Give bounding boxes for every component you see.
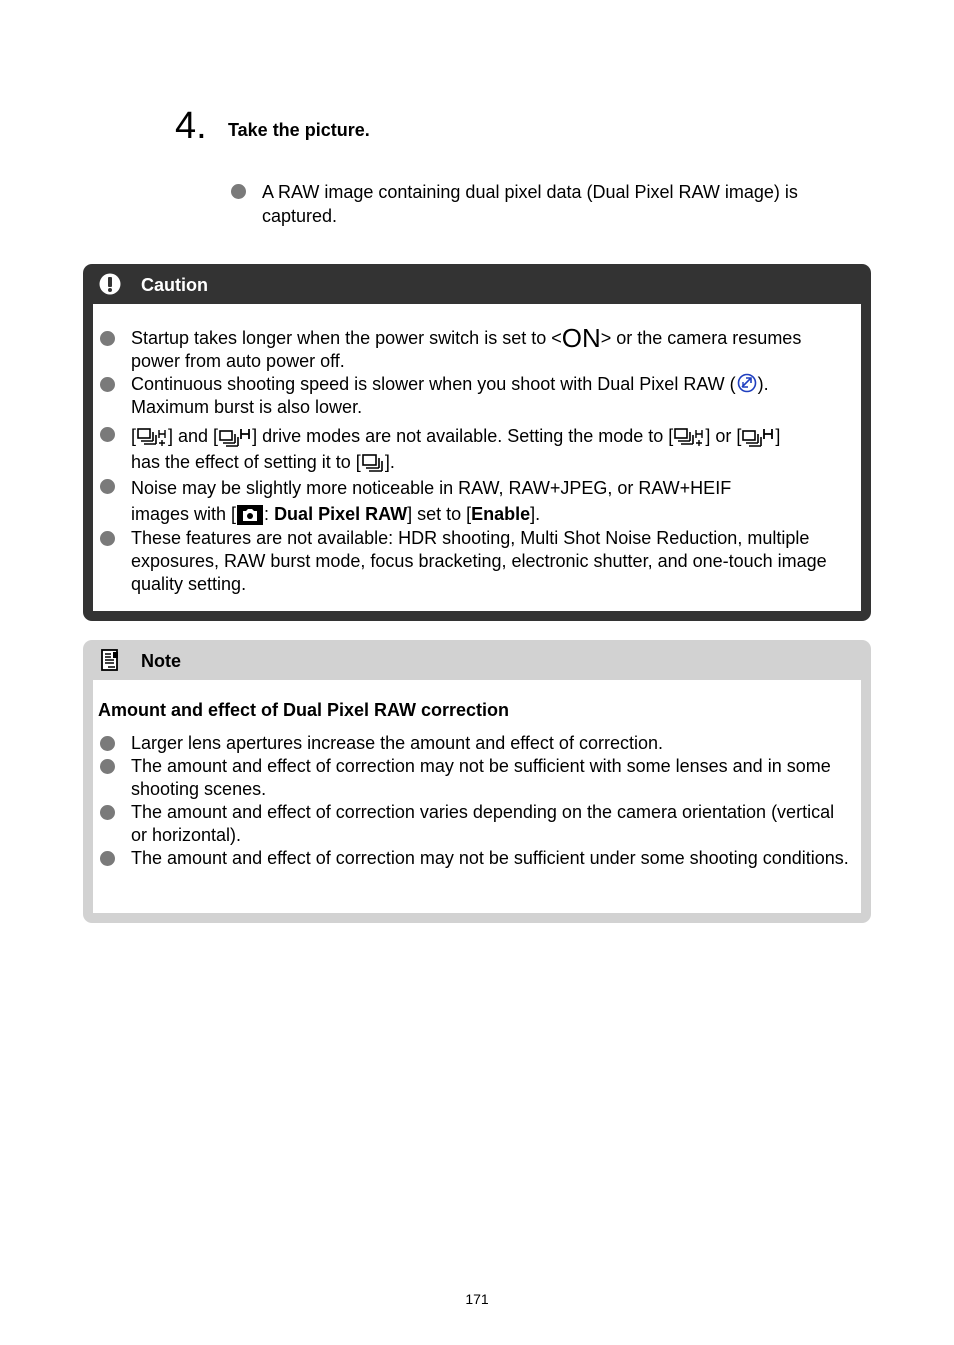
continuous-shooting-low-icon	[674, 427, 704, 447]
note-title: Note	[141, 651, 181, 671]
continuous-shooting-icon	[362, 453, 384, 473]
step-number: 4.	[175, 105, 207, 147]
note-header	[83, 640, 871, 680]
step-bullet	[231, 180, 851, 228]
bullet-icon	[100, 759, 115, 774]
note-subtitle: Amount and effect of Dual Pixel RAW correction	[98, 700, 510, 720]
caution-box	[83, 264, 871, 621]
dual-pixel-raw-icon	[737, 373, 757, 393]
shooting-menu-icon	[237, 505, 263, 525]
continuous-shooting-high-icon	[742, 427, 774, 447]
list-item: Noise may be slightly more noticeable in RAW, RAW+JPEG, or RAW+HEIF images with [ : Dual Pixel RAW] set to [Enable].	[93, 475, 861, 527]
bullet-icon	[100, 331, 115, 346]
bullet-icon	[100, 377, 115, 392]
bullet-icon	[100, 427, 115, 442]
caution-list	[93, 323, 861, 596]
on-switch-symbol: ON	[561, 323, 601, 353]
step-title: Take the picture.	[228, 120, 370, 140]
list-item: The amount and effect of correction may not be sufficient under some shooting conditions.	[93, 847, 861, 870]
continuous-shooting-low-icon	[137, 427, 167, 447]
bullet-icon	[100, 479, 115, 494]
bullet-icon	[231, 184, 246, 199]
list-item: [ ] and [ ] drive modes are not available. Setting the mode to [ ] or [ ] has the effect of setting it to [ ].	[93, 423, 861, 475]
caution-title: Caution	[141, 275, 208, 295]
step-bullet-text: A RAW image containing dual pixel data (Dual Pixel RAW image) is captured.	[262, 182, 798, 226]
list-item: Continuous shooting speed is slower when you shoot with Dual Pixel RAW ( ). Maximum burst is also lower.	[93, 373, 861, 419]
list-item: The amount and effect of correction may not be sufficient with some lenses and in some shooting scenes.	[93, 755, 861, 801]
caution-icon	[99, 273, 121, 295]
bullet-icon	[100, 531, 115, 546]
page-number: 171	[465, 1291, 489, 1307]
list-item: Startup takes longer when the power switch is set to <ON> or the camera resumes power from auto power off.	[93, 327, 861, 373]
note-body	[93, 680, 861, 913]
bullet-icon	[100, 805, 115, 820]
caution-body	[93, 304, 861, 611]
continuous-shooting-high-icon	[219, 427, 251, 447]
caution-header	[83, 264, 871, 304]
list-item: Larger lens apertures increase the amount and effect of correction.	[93, 732, 861, 755]
list-item: These features are not available: HDR shooting, Multi Shot Noise Reduction, multiple exposures, RAW burst mode, focus bracketing, electronic shutter, and one-touch image quality setting.	[93, 527, 861, 596]
note-box	[83, 640, 871, 923]
bullet-icon	[100, 736, 115, 751]
bullet-icon	[100, 851, 115, 866]
note-list	[93, 732, 861, 870]
list-item: The amount and effect of correction varies depending on the camera orientation (vertical or horizontal).	[93, 801, 861, 847]
note-icon	[99, 649, 121, 671]
